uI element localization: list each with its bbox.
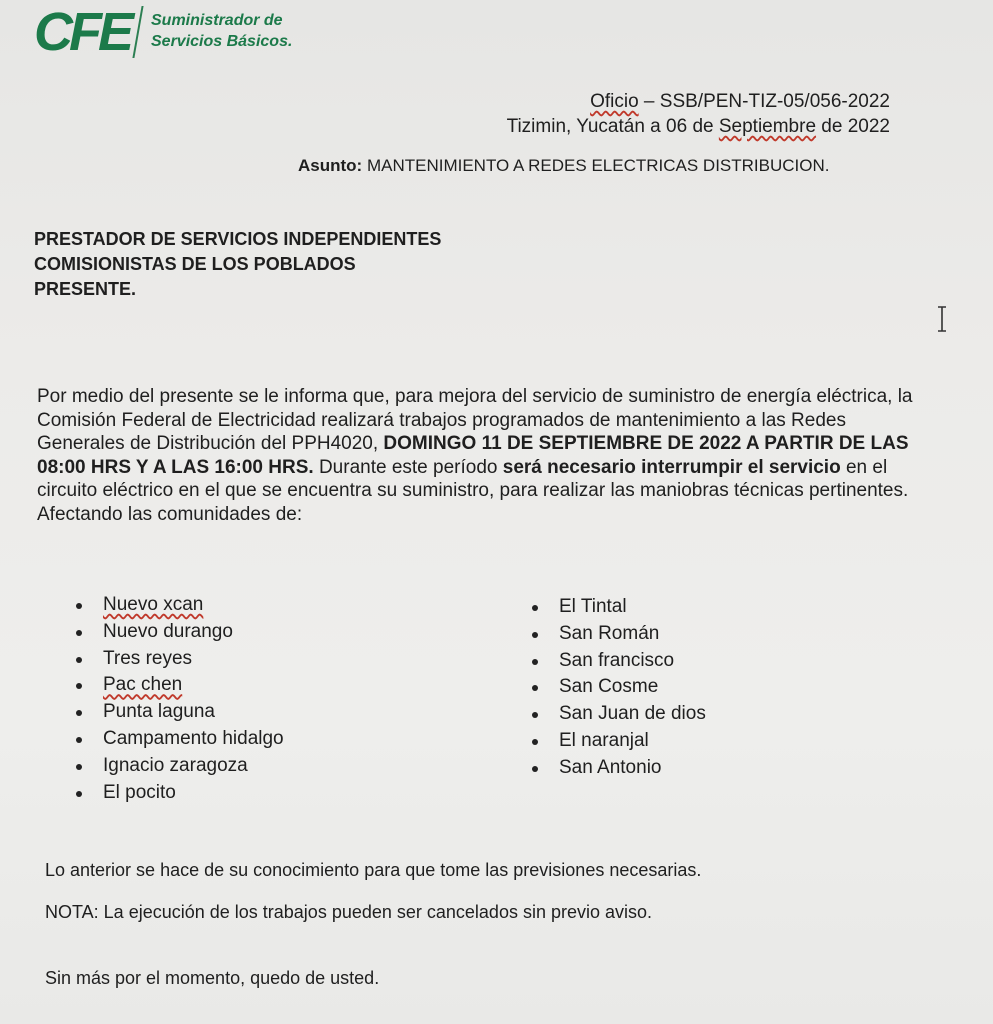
- body-text-2: Durante este período: [313, 456, 503, 478]
- community-name: El Tintal: [559, 596, 627, 617]
- community-name: San francisco: [559, 649, 675, 671]
- community-name: Campamento hidalgo: [103, 727, 284, 749]
- place-date: [507, 116, 890, 138]
- subject-text: MANTENIMIENTO A REDES ELECTRICAS DISTRIBUCION.: [362, 156, 830, 175]
- community-name: San Cosme: [559, 676, 659, 698]
- logo-subtitle: [151, 10, 292, 52]
- community-name: Tres reyes: [103, 647, 193, 669]
- addressee-line3: PRESENTE.: [34, 279, 137, 299]
- text-cursor-icon: [936, 306, 948, 332]
- logo-subtitle-line1: Suministrador de: [151, 12, 283, 29]
- date-month: Septiembre: [718, 116, 817, 137]
- nota-line: NOTA: La ejecución de los trabajos pueden ser cancelados sin previo aviso.: [45, 902, 653, 922]
- farewell-line: Sin más por el momento, quedo de usted.: [45, 968, 380, 988]
- list-item: [72, 780, 284, 807]
- logo-divider: [132, 6, 143, 58]
- list-item: [72, 726, 284, 753]
- communities-intro: Afectando las comunidades de:: [37, 503, 303, 525]
- list-item: [528, 701, 706, 728]
- community-name: El pocito: [103, 781, 176, 803]
- list-item: [528, 755, 706, 782]
- addressee-line2: COMISIONISTAS DE LOS POBLADOS: [34, 254, 356, 274]
- list-item: [72, 753, 284, 780]
- oficio-label: Oficio: [590, 91, 639, 112]
- community-name: Punta laguna: [103, 701, 215, 723]
- list-item: [528, 621, 706, 648]
- community-name: San Antonio: [559, 756, 662, 778]
- community-name: Nuevo xcan: [103, 594, 204, 615]
- community-name: San Juan de dios: [559, 703, 706, 725]
- oficio-number: – SSB/PEN-TIZ-05/056-2022: [638, 91, 890, 112]
- addressee-line1: PRESTADOR DE SERVICIOS INDEPENDIENTES: [34, 229, 442, 249]
- oficio-reference: [590, 91, 890, 113]
- closing-line: Lo anterior se hace de su conocimiento para que tome las previsiones necesarias.: [45, 860, 702, 880]
- list-item: [528, 594, 706, 621]
- place-date-prefix: Tizimin, Yucatán a 06 de: [506, 116, 719, 137]
- community-name: Nuevo durango: [103, 620, 233, 642]
- list-item: [528, 728, 706, 755]
- list-item: [528, 648, 706, 675]
- cfe-brand-text: CFE: [34, 2, 130, 62]
- body-text-3: en el circuito eléctrico en el que se encuentra su suministro, para realizar las maniobras técnicas pertinentes.: [37, 456, 909, 501]
- communities-list-right: [528, 594, 706, 782]
- community-name: Ignacio zaragoza: [103, 754, 248, 776]
- logo-subtitle-line2: Servicios Básicos.: [151, 33, 293, 50]
- list-item: [72, 646, 284, 673]
- addressee-block: [34, 227, 441, 302]
- list-item: [72, 699, 284, 726]
- date-year: de 2022: [816, 116, 890, 137]
- body-interruption-bold: será necesario interrumpir el servicio: [502, 456, 841, 478]
- letter-body: [37, 385, 917, 526]
- list-item: [528, 674, 706, 701]
- community-name: Pac chen: [103, 674, 183, 696]
- list-item: [72, 672, 284, 699]
- community-name: El naranjal: [559, 729, 649, 751]
- communities-list-left: [72, 592, 284, 806]
- subject-label: Asunto:: [298, 156, 363, 175]
- list-item: [72, 619, 284, 646]
- subject-line: [298, 156, 829, 176]
- body-text-1: Por medio del presente se le informa que, para mejora del servicio de suministro de energía eléctrica, la Comisión Federal de Electricidad realizará trabajos programados de mantenimiento a las Redes Generales de Distribución del PPH4020,: [37, 386, 913, 454]
- body-paragraph: [37, 385, 917, 503]
- list-item: [72, 592, 284, 619]
- body-date-bold: DOMINGO 11 DE SEPTIEMBRE DE 2022 A PARTIR DE LAS 08:00 HRS Y A LAS 16:00 HRS.: [37, 433, 909, 478]
- community-name: San Román: [559, 622, 660, 644]
